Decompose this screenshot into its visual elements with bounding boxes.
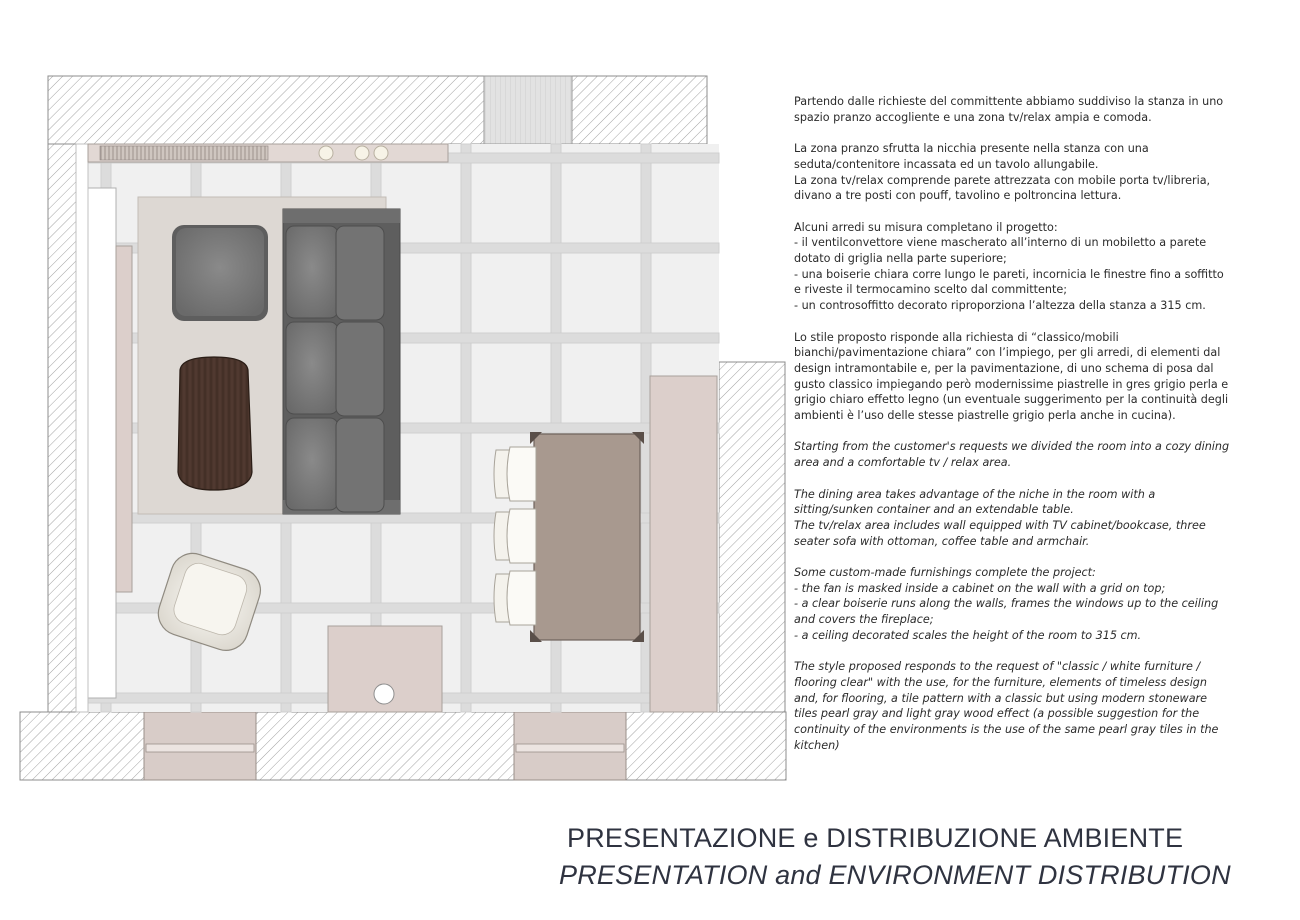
description-line: divano a tre posti con pouff, tavolino e poltroncina lettura. [794,189,1122,203]
en-paragraph [794,565,1264,644]
description-line: spazio pranzo accogliente e una zona tv/relax ampia e comoda. [794,110,1152,124]
project-description [794,94,1264,769]
it-paragraph [794,94,1264,125]
it-paragraph [794,141,1264,204]
coffee-table [178,357,252,490]
built-in-bench [650,376,717,712]
dining-chairs [494,447,536,625]
en-paragraph [794,439,1264,470]
description-line: Starting from the customer's requests we divided the room into a cozy dining [794,440,1230,454]
description-line: flooring clear" with the use, for the furniture, elements of timeless design [794,675,1207,689]
description-line: kitchen) [794,738,840,752]
description-line: grigio chiaro effetto legno (un eventuale suggerimento per la continuità degli [794,393,1229,407]
description-line: area and a comfortable tv / relax area. [794,456,1012,470]
description-line: continuity of the environments is the use of the same pearl gray tiles in the [794,723,1219,737]
description-line: - una boiserie chiara corre lungo le pareti, incornicia le finestre fino a soffitto [794,267,1224,281]
description-line: gusto classico impiegando però modernissime piastrelle in gres grigio perla e [794,377,1229,391]
description-line: Some custom-made furnishings complete the project: [794,566,1096,579]
dining-table [530,432,644,642]
description-line: design intramontabile e, per la pavimentazione, di uno schema di posa dal [794,361,1214,375]
fireplace [328,626,442,712]
description-line: Partendo dalle richieste del committente abbiamo suddiviso la stanza in uno [794,95,1224,108]
description-line: - the fan is masked inside a cabinet on the wall with a grid on top; [794,581,1166,595]
description-line: seduta/contenitore incassata ed un tavolo allungabile. [794,157,1099,171]
description-line: and covers the fireplace; [794,613,934,627]
description-line: e riveste il termocamino scelto dal committente; [794,283,1068,297]
description-line: - il ventilconvettore viene mascherato all’interno di un mobiletto a parete [794,236,1207,250]
sofa [283,209,400,514]
description-line: Alcuni arredi su misura completano il progetto: [794,220,1058,234]
description-line: and, for flooring, a tile pattern with a classic but using modern stoneware [794,691,1208,705]
description-line: The style proposed responds to the request of "classic / white furniture / [794,660,1201,674]
fan-cabinet [88,144,448,162]
description-line: - a clear boiserie runs along the walls, frames the windows up to the ceiling [794,597,1219,611]
description-line: bianchi/pavimentazione chiara” con l’impiego, per gli arredi, di elementi dal [794,346,1221,360]
it-paragraph [794,220,1264,314]
en-paragraph [794,659,1264,753]
description-line: La zona pranzo sfrutta la nicchia presente nella stanza con una [794,142,1149,156]
title-english: PRESENTATION and ENVIRONMENT DISTRIBUTION [559,860,1231,890]
description-line: dotato di griglia nella parte superiore; [794,252,1007,265]
description-line: Lo stile proposto risponde alla richiesta di “classico/mobili [794,330,1119,344]
description-line: The dining area takes advantage of the niche in the room with a [794,487,1156,501]
description-line: ambienti è l’uso delle stesse piastrelle grigio perla anche in cucina). [794,409,1176,423]
description-line: - un controsoffitto decorato riproporziona l’altezza della stanza a 315 cm. [794,299,1206,313]
description-line: La zona tv/relax comprende parete attrezzata con mobile porta tv/libreria, [794,173,1211,187]
description-line: tiles pearl gray and light gray wood effect (a possible suggestion for the [794,707,1200,721]
description-line: seater sofa with ottoman, coffee table and armchair. [794,534,1090,548]
description-line: The tv/relax area includes wall equipped with TV cabinet/bookcase, three [794,518,1206,532]
title-italian: PRESENTAZIONE e DISTRIBUZIONE AMBIENTE [567,823,1184,853]
boiserie-left [116,246,132,592]
description-line: - a ceiling decorated scales the height of the room to 315 cm. [794,628,1142,642]
ottoman [172,225,268,321]
tv-wall-unit [88,188,116,698]
it-paragraph [794,330,1264,424]
description-line: sitting/sunken container and an extendable table. [794,503,1074,517]
en-paragraph [794,487,1264,550]
